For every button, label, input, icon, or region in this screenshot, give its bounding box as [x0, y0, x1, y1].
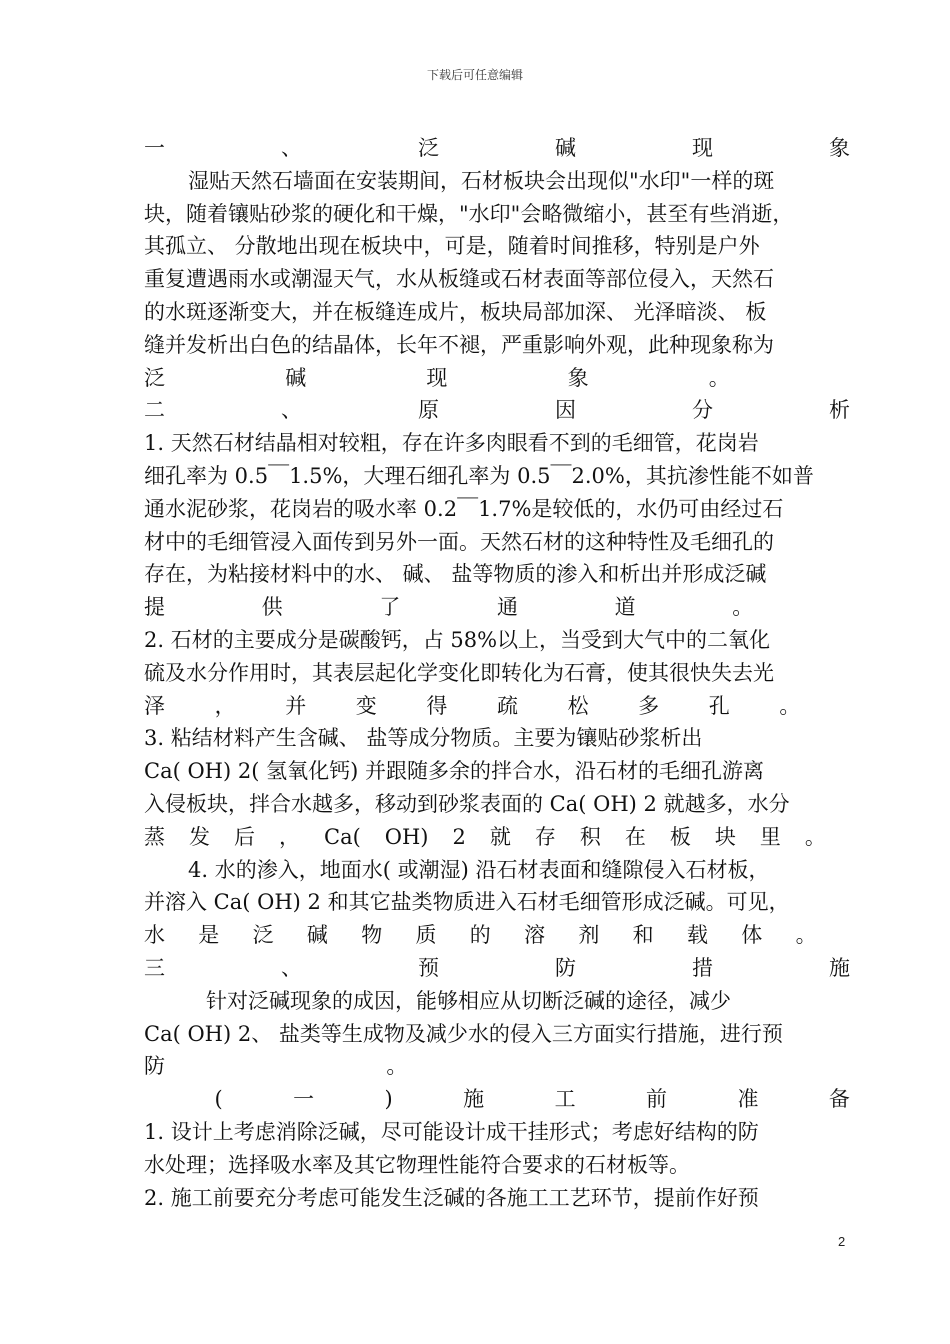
- paragraph-line: 入侵板块，拌合水越多，移动到砂浆表面的 Ca( OH) 2 就越多，水分: [144, 791, 790, 816]
- paragraph-line: 存在，为粘接材料中的水、 碱、 盐等物质的渗入和析出并形成泛碱: [144, 562, 767, 587]
- paragraph-line: 湿贴天然石墙面在安装期间，石材板块会出现似"水印"一样的斑: [188, 168, 775, 193]
- paragraph-line: 4. 水的渗入，地面水( 或潮湿) 沿石材表面和缝隙侵入石材板，: [188, 857, 770, 882]
- paragraph-line: 3. 粘结材料产生含碱、 盐等成分物质。主要为镶贴砂浆析出: [144, 726, 703, 751]
- paragraph-line: 重复遭遇雨水或潮湿天气，水从板缝或石材表面等部位侵入，天然石: [144, 267, 774, 292]
- page-header: 下载后可任意编辑: [426, 68, 523, 82]
- paragraph-line: 2. 石材的主要成分是碳酸钙，占 58%以上，当受到大气中的二氧化: [144, 627, 771, 652]
- paragraph-last-line: 提 供 了 通 道 。: [144, 595, 754, 620]
- section-heading-1: 一 、 泛 碱 现 象: [144, 136, 850, 160]
- page-number: 2: [838, 1234, 846, 1249]
- paragraph-line: 缝并发析出白色的结晶体，长年不褪，严重影响外观，此种现象称为: [144, 332, 774, 357]
- paragraph-line: 其孤立、 分散地出现在板块中，可是，随着时间推移，特别是户外: [144, 234, 760, 259]
- paragraph-last-line: 泛 碱 现 象 。: [144, 365, 730, 390]
- paragraph-last-line: 蒸 发 后 ， Ca( OH) 2 就 存 积 在 板 块 里 。: [144, 824, 826, 849]
- paragraph-last-line: 水 是 泛 碱 物 质 的 溶 剂 和 载 体 。: [144, 923, 817, 948]
- list-item-line: 1. 设计上考虑消除泛碱，尽可能设计成干挂形式；考虑好结构的防: [144, 1119, 759, 1144]
- list-item-line: 水处理；选择吸水率及其它物理性能符合要求的石材板等。: [144, 1152, 690, 1177]
- paragraph-last-line: 泽 ， 并 变 得 疏 松 多 孔 。: [144, 693, 801, 718]
- paragraph-line: 细孔率为 0.5￣1.5%，大理石细孔率为 0.5￣2.0%，其抗渗性能不如普: [144, 463, 814, 488]
- document-body: [144, 132, 850, 1214]
- paragraph-line: 并溶入 Ca( OH) 2 和其它盐类物质进入石材毛细管形成泛碱。可见，: [144, 890, 790, 915]
- paragraph-line: 通水泥砂浆，花岗岩的吸水率 0.2￣1.7%是较低的，水仍可由经过石: [144, 496, 784, 521]
- paragraph-line: 硫及水分作用时，其表层起化学变化即转化为石膏，使其很快失去光: [144, 660, 774, 685]
- paragraph-line: Ca( OH) 2、 盐类等生成物及减少水的侵入三方面实行措施，进行预: [144, 1021, 783, 1046]
- paragraph-last-line: 防 。: [144, 1054, 408, 1079]
- section-heading-2: 二 、 原 因 分 析: [144, 398, 850, 423]
- paragraph-line: 1. 天然石材结晶相对较粗，存在许多肉眼看不到的毛细管，花岗岩: [144, 431, 759, 456]
- sub-heading: ( 一 ) 施 工 前 准 备: [214, 1087, 850, 1112]
- paragraph-line: 块，随着镶贴砂浆的硬化和干燥，"水印"会略微缩小，甚至有些消逝，: [144, 201, 794, 226]
- paragraph-line: 的水斑逐渐变大，并在板缝连成片，板块局部加深、 光泽暗淡、 板: [144, 299, 767, 324]
- paragraph-line: 材中的毛细管浸入面传到另外一面。天然石材的这种特性及毛细孔的: [144, 529, 774, 554]
- paragraph-line: 针对泛碱现象的成因，能够相应从切断泛碱的途径，减少: [206, 988, 731, 1013]
- section-heading-3: 三 、 预 防 措 施: [144, 955, 850, 980]
- paragraph-line: Ca( OH) 2( 氢氧化钙) 并跟随多余的拌合水，沿石材的毛细孔游离: [144, 759, 764, 784]
- list-item-line: 2. 施工前要充分考虑可能发生泛碱的各施工工艺环节，提前作好预: [144, 1185, 759, 1210]
